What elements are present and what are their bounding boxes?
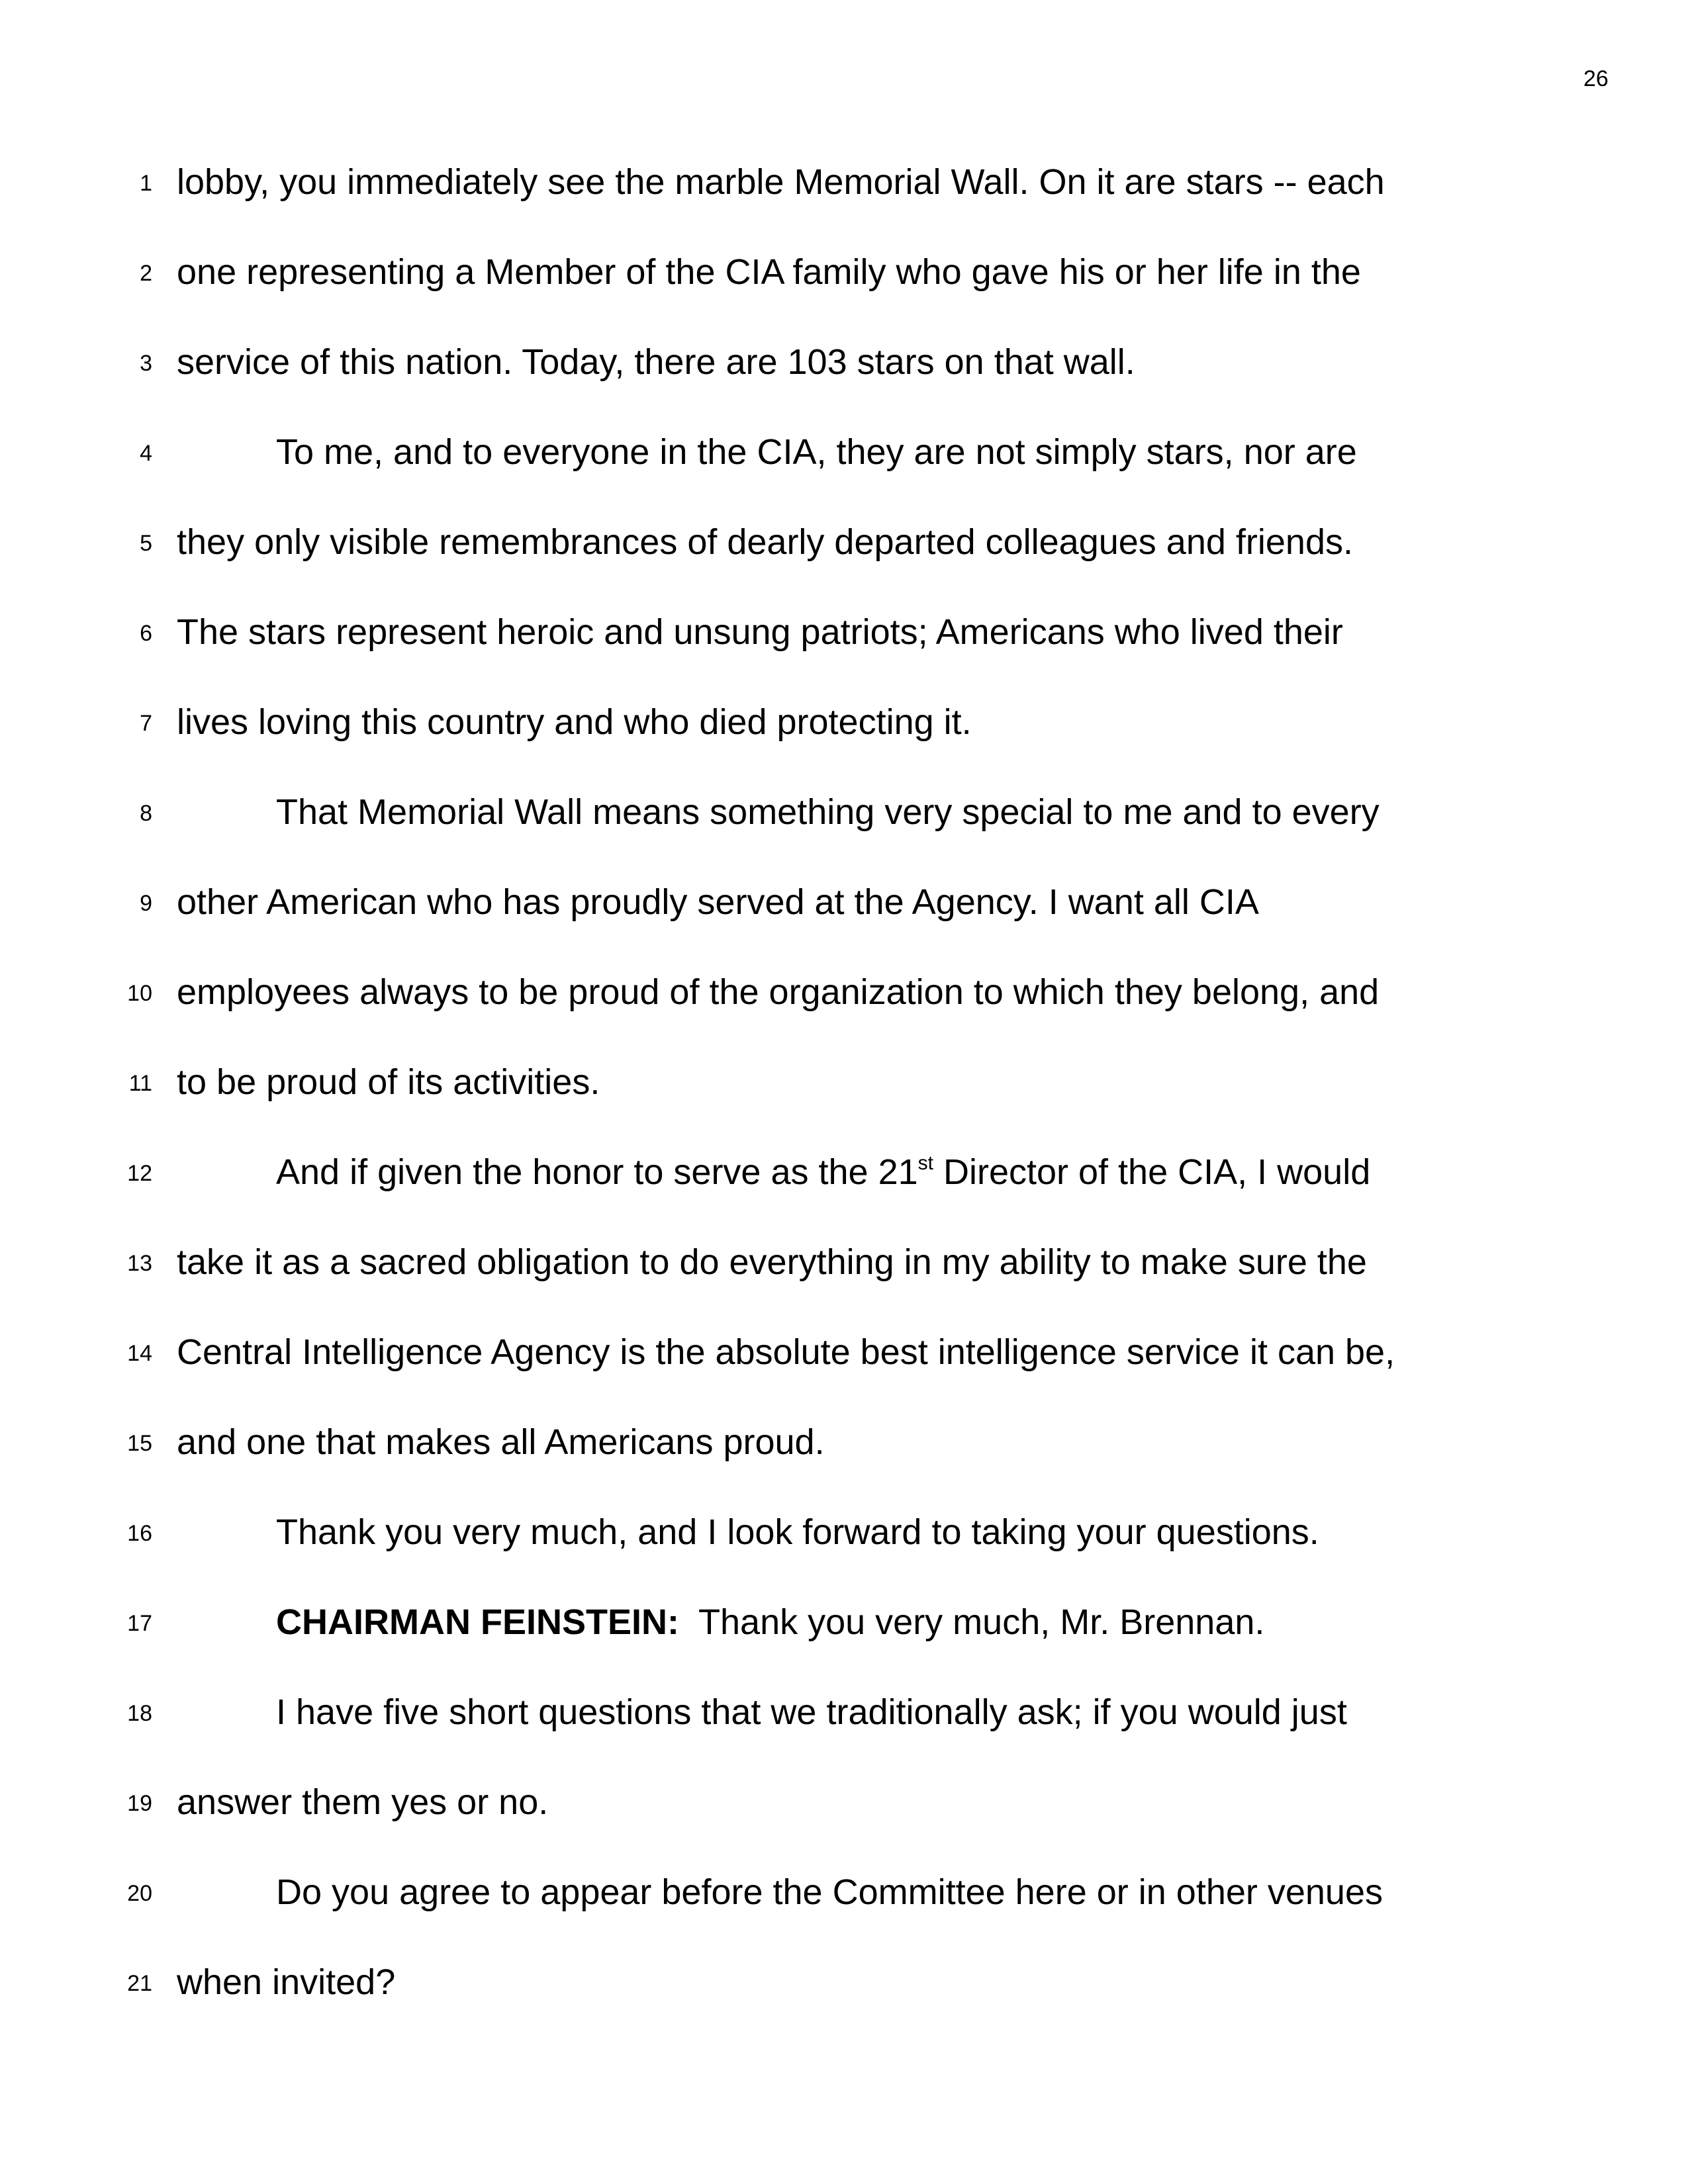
transcript-line [0,341,1688,432]
transcript-line [0,1602,1688,1692]
transcript-line [0,1782,1688,1872]
line-number: 12 [127,1161,152,1186]
transcript-line [0,161,1688,251]
line-text [276,1602,1264,1643]
line-number: 10 [127,981,152,1006]
transcript-line [0,972,1688,1062]
line-text: one representing a Member of the CIA family who gave his or her life in the [177,252,1361,292]
line-number: 16 [127,1521,152,1546]
line-text: answer them yes or no. [177,1782,549,1822]
transcript-line [0,702,1688,792]
transcript-line [0,882,1688,972]
line-number: 21 [127,1971,152,1996]
transcript-line [0,1692,1688,1782]
line-text: they only visible remembrances of dearly departed colleagues and friends. [177,522,1353,562]
line-number: 20 [127,1881,152,1906]
transcript-line [0,1872,1688,1962]
transcript-line [0,251,1688,341]
transcript-line [0,1332,1688,1422]
transcript-line [0,1242,1688,1332]
line-text: Do you agree to appear before the Committee here or in other venues [276,1872,1383,1912]
line-text-part: Thank you very much, Mr. Brennan. [679,1602,1265,1642]
transcript-line [0,1062,1688,1152]
line-number: 9 [140,891,152,916]
line-text: to be proud of its activities. [177,1062,600,1102]
transcript-line [0,792,1688,882]
line-number: 13 [127,1251,152,1276]
line-text: other American who has proudly served at the Agency. I want all CIA [177,882,1259,922]
speaker-name: CHAIRMAN FEINSTEIN: [276,1602,679,1642]
line-text: take it as a sacred obligation to do everything in my ability to make sure the [177,1242,1367,1282]
line-text-part: Director of the CIA, I would [933,1152,1371,1192]
line-number: 2 [140,261,152,286]
line-text: and one that makes all Americans proud. [177,1422,825,1462]
line-number: 17 [127,1611,152,1636]
line-number: 6 [140,621,152,646]
transcript-line [0,1152,1688,1242]
line-text-part: And if given the honor to serve as the 21 [276,1152,918,1192]
transcript-line [0,1962,1688,2052]
line-number: 15 [127,1431,152,1456]
line-text: lives loving this country and who died protecting it. [177,702,972,742]
line-text: lobby, you immediately see the marble Memorial Wall. On it are stars -- each [177,162,1385,202]
line-number: 1 [140,171,152,196]
line-text [276,1152,1370,1193]
line-text: I have five short questions that we traditionally ask; if you would just [276,1692,1347,1732]
line-number: 18 [127,1701,152,1726]
transcript-line [0,1422,1688,1512]
line-text: when invited? [177,1962,396,2002]
line-number: 4 [140,441,152,466]
line-text: Central Intelligence Agency is the absolute best intelligence service it can be, [177,1332,1395,1372]
line-number: 8 [140,801,152,826]
line-number: 5 [140,531,152,556]
transcript-line [0,432,1688,522]
line-text: To me, and to everyone in the CIA, they are not simply stars, nor are [276,432,1357,472]
line-text: employees always to be proud of the organization to which they belong, and [177,972,1380,1012]
line-number: 11 [128,1071,152,1096]
line-text: service of this nation. Today, there are 103 stars on that wall. [177,342,1135,382]
line-number: 19 [127,1791,152,1816]
line-text: The stars represent heroic and unsung patriots; Americans who lived their [177,612,1343,652]
line-text: Thank you very much, and I look forward to taking your questions. [276,1512,1319,1552]
transcript-line [0,1512,1688,1602]
page-number: 26 [1583,66,1609,91]
line-number: 7 [140,711,152,736]
ordinal-suffix: st [917,1152,933,1174]
line-number: 3 [140,351,152,376]
line-text: That Memorial Wall means something very special to me and to every [276,792,1380,832]
transcript-line [0,612,1688,702]
transcript-line [0,522,1688,612]
line-number: 14 [127,1341,152,1366]
